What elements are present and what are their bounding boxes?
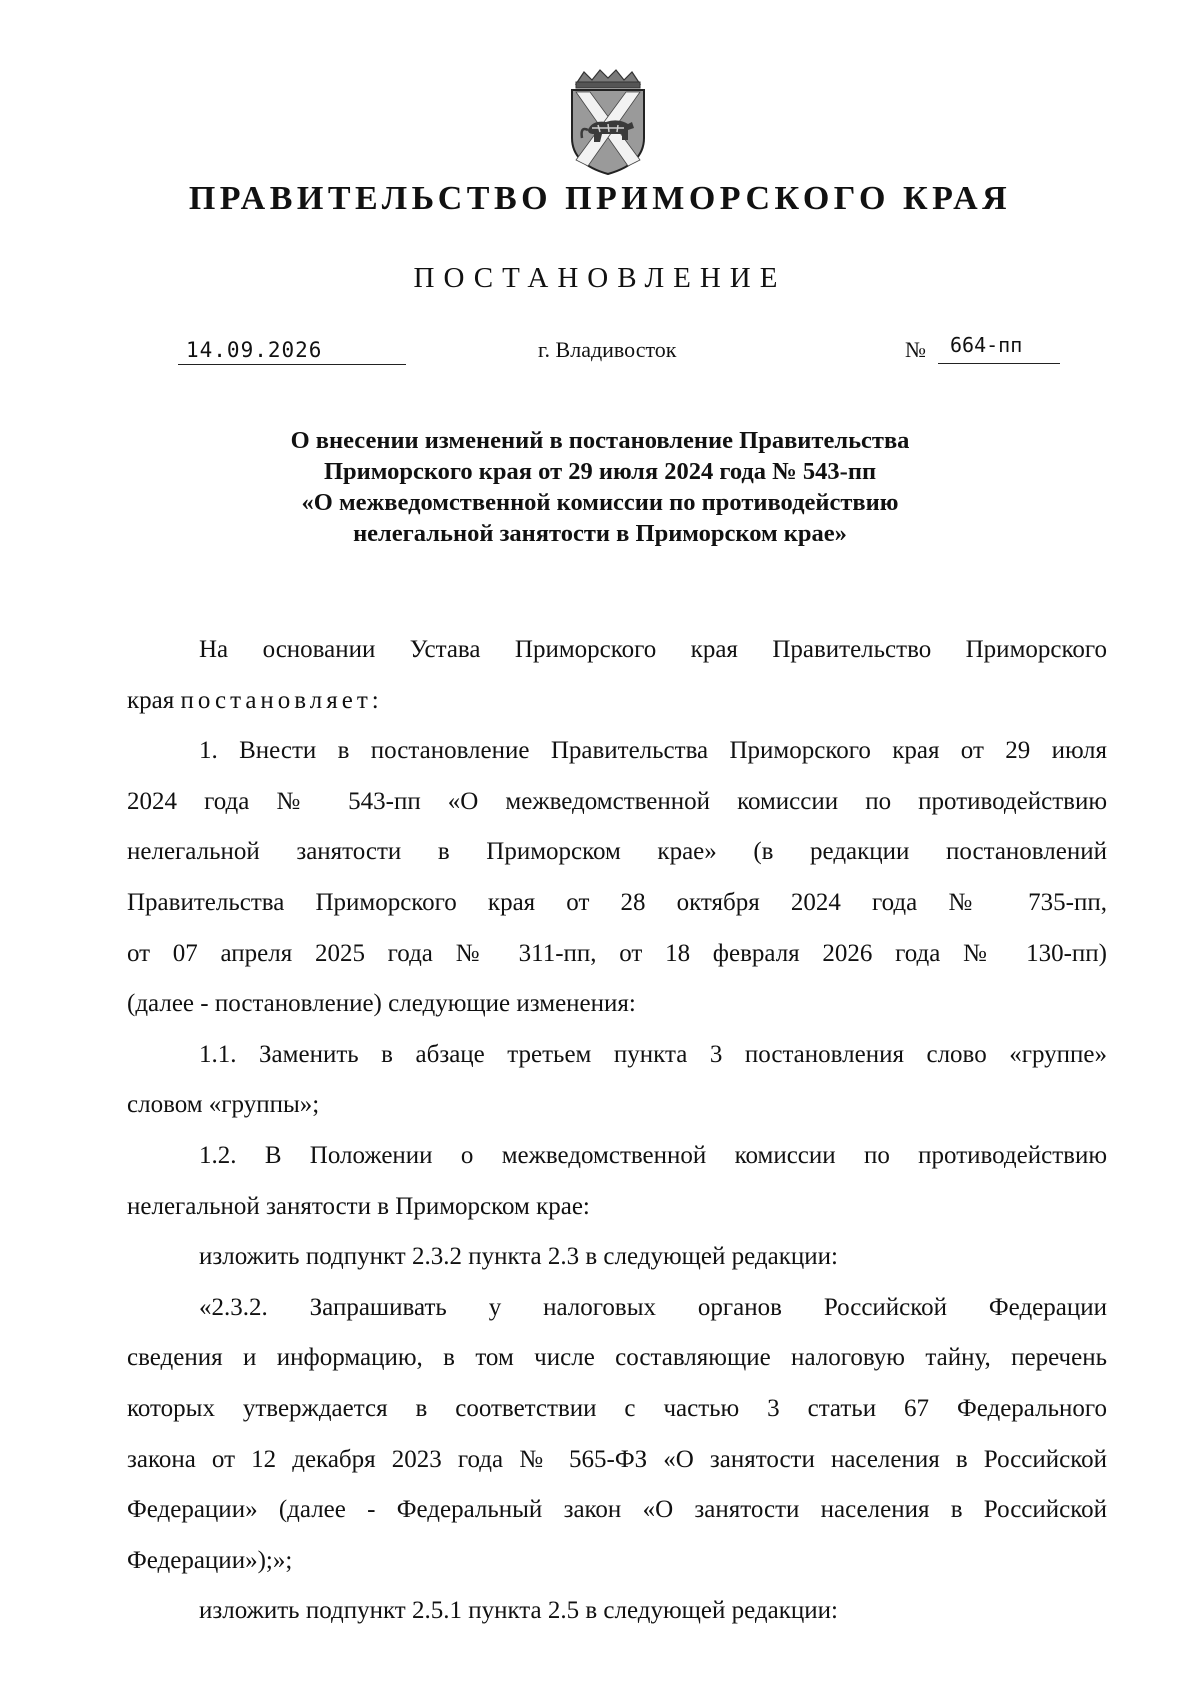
paragraph-line: 1.2. В Положении о межведомственной комиссии по противодействию <box>199 1141 1107 1169</box>
document-heading <box>0 425 1200 549</box>
paragraph-line: изложить подпункт 2.3.2 пункта 2.3 в следующей редакции: <box>199 1243 838 1271</box>
paragraph-line: словом «группы»; <box>127 1091 320 1119</box>
document-number: 664-пп <box>950 333 1023 357</box>
document-body <box>127 625 1107 1637</box>
paragraph-line: 2024 года № 543-пп «О межведомственной комиссии по противодействию <box>127 787 1107 815</box>
document-date-field <box>178 330 406 365</box>
paragraph-line: сведения и информацию, в том числе составляющие налоговую тайну, перечень <box>127 1344 1107 1372</box>
word-kraya: края <box>127 686 175 714</box>
document-city: г. Владивосток <box>538 337 677 362</box>
paragraph-line: нелегальной занятости в Приморском крае» (в редакции постановлений <box>127 838 1107 866</box>
government-name: ПРАВИТЕЛЬСТВО ПРИМОРСКОГО КРАЯ <box>188 180 1012 217</box>
heading-line: О внесении изменений в постановление Правительства <box>290 427 910 454</box>
paragraph-line: Федерации» (далее - Федеральный закон «О занятости населения в Российской <box>127 1496 1107 1524</box>
coat-of-arms-icon <box>562 68 654 176</box>
paragraph-line: На основании Устава Приморского края Правительство Приморского <box>199 636 1107 663</box>
number-sign: № <box>905 337 926 362</box>
paragraph-line <box>127 676 1107 727</box>
paragraph-line: нелегальной занятости в Приморском крае: <box>127 1192 590 1220</box>
word-postanovlyaet: постановляет: <box>180 686 383 714</box>
paragraph-line: от 07 апреля 2025 года № 311-пп, от 18 февраля 2026 года № 130-пп) <box>127 939 1107 967</box>
heading-line: нелегальной занятости в Приморском крае» <box>353 520 847 547</box>
paragraph-line: «2.3.2. Запрашивать у налоговых органов Российской Федерации <box>199 1293 1107 1321</box>
paragraph-line: 1. Внести в постановление Правительства Приморского края от 29 июля <box>199 737 1107 765</box>
document-type: ПОСТАНОВЛЕНИЕ <box>413 262 787 294</box>
heading-line: Приморского края от 29 июля 2024 года № 543-пп <box>323 458 877 485</box>
paragraph-line: закона от 12 декабря 2023 года № 565-ФЗ «О занятости населения в Российской <box>127 1445 1107 1473</box>
heading-line: «О межведомственной комиссии по противодействию <box>301 489 899 516</box>
paragraph-line: Правительства Приморского края от 28 октября 2024 года № 735-пп, <box>127 888 1107 916</box>
paragraph-line: (далее - постановление) следующие изменения: <box>127 990 636 1018</box>
paragraph-line: Федерации»);»; <box>127 1546 293 1574</box>
document-date: 14.09.2026 <box>186 338 323 362</box>
document-number-field <box>938 328 1060 364</box>
paragraph-line: 1.1. Заменить в абзаце третьем пункта 3 постановления слово «группе» <box>199 1040 1107 1068</box>
paragraph-line: которых утверждается в соответствии с частью 3 статьи 67 Федерального <box>127 1394 1107 1422</box>
paragraph-line: изложить подпункт 2.5.1 пункта 2.5 в следующей редакции: <box>199 1597 838 1625</box>
